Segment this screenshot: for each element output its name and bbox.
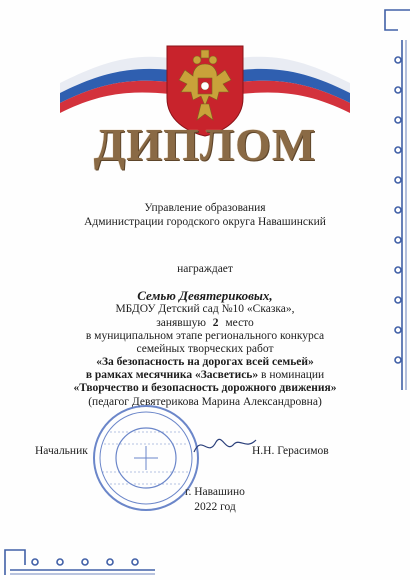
place-prefix: занявшую [156,317,206,329]
signature [190,430,260,460]
diploma-title: ДИПЛОМ [93,119,317,170]
nomination-name: «Творчество и безопасность дорожного движения» [73,382,337,394]
recipient-name: Семью Девятериковых, [137,288,273,303]
awards-verb: награждает [177,263,233,275]
place-line [0,317,410,329]
issuer-line-1: Управление образования [144,202,266,214]
year: 2022 год [194,501,236,513]
teacher-name: (педагог Девятерикова Марина Александровна) [88,396,322,408]
month-line [0,369,410,381]
contest-line-2: семейных творческих работ [136,343,274,355]
institution-name: МБДОУ Детский сад №10 «Сказка», [115,303,295,315]
place-suffix: место [225,317,254,329]
contest-name: «За безопасность на дорогах всей семьей» [96,356,314,368]
contest-line-1: в муниципальном этапе регионального конкурса [85,330,325,342]
signer-name: Н.Н. Герасимов [252,445,329,457]
month-prefix: в рамках месячника «Засветись» [85,369,259,381]
signer-title: Начальник [35,445,88,457]
issuer-line-2: Администрации городского округа Навашинский [84,216,326,228]
city: г. Навашино [185,486,245,498]
place-number: 2 [212,317,219,329]
month-suffix: в номинации [261,369,325,381]
